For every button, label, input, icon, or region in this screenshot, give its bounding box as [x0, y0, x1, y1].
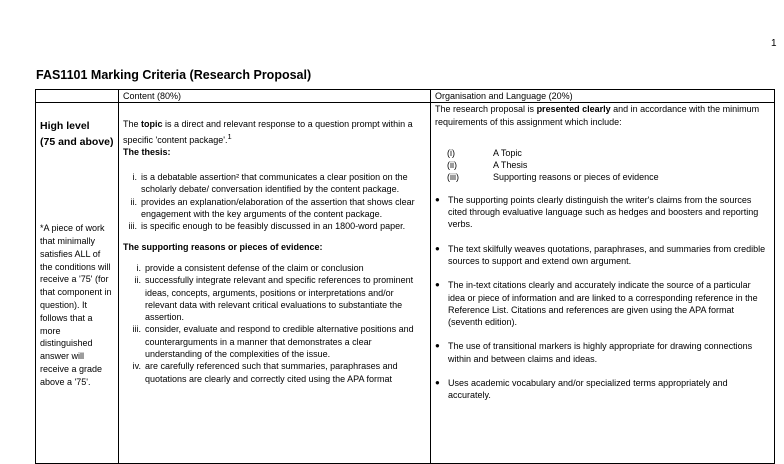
header-organisation: Organisation and Language (20%)	[431, 90, 775, 103]
bullet-icon: ●	[435, 243, 440, 253]
list-text: The supporting points clearly distinguish the writer's claims from the sources cited through evaluative language such as hedges and boosters and reporting verbs.	[448, 194, 759, 230]
list-text: is specific enough to be feasibly discussed in an 1800-word paper.	[141, 221, 406, 232]
list-numeral: (i)	[447, 147, 455, 158]
marking-criteria-table	[35, 89, 775, 464]
list-numeral: i.	[136, 262, 141, 273]
topic-description	[123, 118, 426, 146]
list-text: A Topic	[493, 147, 522, 158]
list-text: A Thesis	[493, 160, 528, 171]
organisation-bullets	[435, 194, 770, 402]
page-number: 1	[771, 38, 777, 49]
list-item	[123, 220, 426, 232]
list-text: is a debatable assertion² that communicates a clear position on the scholarly debate/ conversation identified by the content package.	[141, 172, 408, 195]
list-numeral: iv.	[132, 361, 141, 372]
list-numeral: (ii)	[447, 160, 457, 171]
list-numeral: iii.	[132, 324, 141, 335]
topic-footnote-ref: 1	[227, 131, 232, 141]
list-numeral: ii.	[130, 196, 137, 207]
bullet-icon: ●	[435, 378, 440, 388]
list-text: The use of transitional markers is highly appropriate for drawing connections within and between claims and ideas.	[448, 341, 753, 364]
header-level	[36, 90, 119, 103]
intro-rest: and in accordance with the minimum requirements of this assignment which include:	[435, 104, 760, 127]
level-label	[40, 118, 114, 150]
support-heading: The supporting reasons or pieces of evidence:	[123, 241, 323, 252]
level-cell	[36, 103, 119, 464]
organisation-intro	[435, 103, 770, 128]
list-item	[435, 194, 770, 231]
list-item	[123, 196, 426, 221]
list-item	[435, 279, 770, 328]
header-content: Content (80%)	[119, 90, 431, 103]
topic-prefix: The	[123, 119, 142, 130]
list-item	[447, 171, 770, 183]
list-item	[447, 159, 770, 171]
list-text: The in-text citations clearly and accurately indicate the source of a particular idea or piece of information and are linked to a corresponding reference in the Reference List. Citations and references are given using the APA format (seventh edition).	[448, 280, 758, 328]
thesis-heading: The thesis:	[123, 146, 171, 157]
bullet-icon: ●	[435, 280, 440, 290]
header-row	[36, 90, 775, 103]
list-item	[123, 274, 426, 323]
topic-rest: is a direct and relevant response to a question prompt within a specific 'content package'.	[123, 119, 413, 145]
support-list	[123, 262, 426, 385]
list-numeral: (iii)	[447, 172, 459, 183]
organisation-cell	[431, 103, 775, 464]
level-label-line2: (75 and above)	[40, 136, 114, 149]
list-text: are carefully referenced such that summaries, paraphrases and quotations are clearly and correctly cited using the APA format	[145, 361, 398, 384]
topic-bold: topic	[141, 119, 163, 130]
list-numeral: ii.	[134, 275, 141, 286]
list-text: The text skilfully weaves quotations, paraphrases, and summaries from credible sources to support and extend own argument.	[448, 243, 766, 266]
list-numeral: iii.	[128, 221, 137, 232]
list-item	[123, 323, 426, 360]
list-item	[435, 377, 770, 402]
list-numeral: i.	[132, 172, 137, 183]
list-text: Supporting reasons or pieces of evidence	[493, 172, 659, 183]
bullet-icon: ●	[435, 341, 440, 351]
course-code: FAS1101	[36, 68, 88, 82]
list-text: successfully integrate relevant and specific references to prominent ideas, concepts, arguments, positions or interpretations and/or relevant data with relevant critical evaluations to substantiate the assertion.	[145, 275, 414, 323]
list-text: Uses academic vocabulary and/or specialized terms appropriately and accurately.	[448, 378, 728, 401]
list-item	[123, 360, 426, 385]
intro-bold: presented clearly	[536, 104, 611, 115]
list-text: consider, evaluate and respond to credible alternative positions and counterarguments in a manner that demonstrates a clear understanding of the complexities of the issue.	[145, 324, 414, 360]
list-item	[447, 147, 770, 159]
high-level-row	[36, 103, 775, 464]
thesis-list	[123, 171, 426, 232]
level-label-line1: High level	[40, 120, 90, 133]
title-text: Marking Criteria (Research Proposal)	[90, 68, 312, 82]
bullet-icon: ●	[435, 194, 440, 204]
requirements-list	[447, 147, 770, 184]
intro-prefix: The research proposal is	[435, 104, 537, 115]
list-text: provide a consistent defense of the claim or conclusion	[145, 262, 364, 273]
list-item	[435, 340, 770, 365]
list-text: provides an explanation/elaboration of the assertion that shows clear engagement with the key arguments of the content package.	[141, 196, 415, 220]
list-item	[123, 171, 426, 196]
page-title	[36, 68, 311, 82]
list-item	[435, 243, 770, 268]
content-cell	[119, 103, 431, 464]
level-note: *A piece of work that minimally satisfies ALL of the conditions will receive a '75' (for that component in question). It follows that a more distinguished answer will receive a grade above a '75'.	[40, 223, 112, 387]
list-item	[123, 262, 426, 274]
